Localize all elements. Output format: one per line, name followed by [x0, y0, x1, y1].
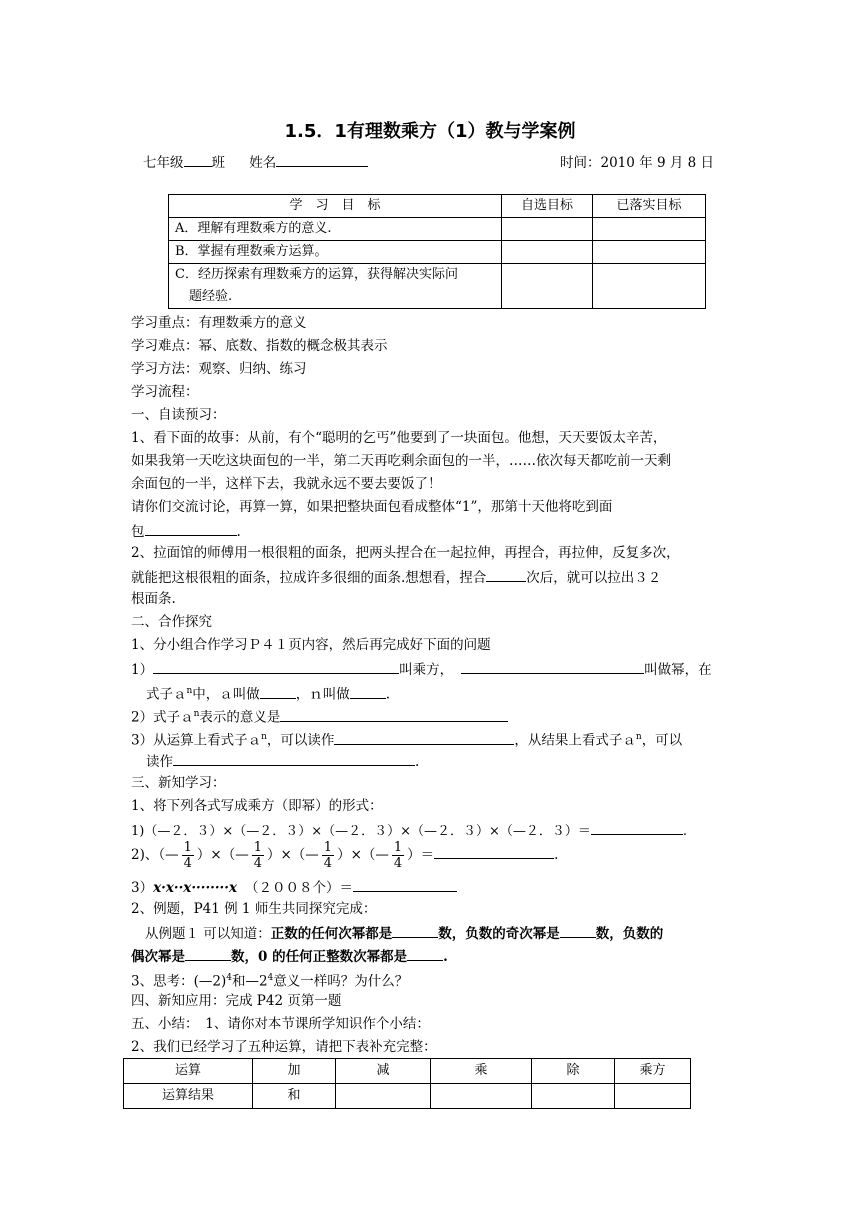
ops-result-multiply[interactable] [431, 1084, 532, 1109]
positive-power-blank[interactable] [392, 922, 438, 938]
name-blank[interactable] [276, 151, 368, 167]
ops-header-power: 乘方 [615, 1059, 691, 1084]
story-line-4: 请你们交流讨论，再算一算，如果把整块面包看成整体“1”，那第十天他将吃到面 [131, 499, 613, 515]
self-goal-header: 自选目标 [502, 195, 593, 218]
exercise-1-blank[interactable] [591, 819, 683, 835]
section-4-heading: 四、新知应用：完成 P42 页第一题 [131, 993, 342, 1009]
exercise-3-blank[interactable] [353, 876, 457, 892]
section-5-heading: 五、小结： 1、请你对本节课所学知识作个小结： [131, 1016, 430, 1032]
ops-result-add: 和 [253, 1084, 336, 1109]
equals-sign: ＝ [420, 847, 435, 863]
q3-exponent-n: n [261, 732, 267, 742]
times-sign: × [280, 847, 292, 863]
period: . [682, 824, 688, 839]
learning-process: 学习流程： [131, 384, 199, 400]
goal-c-line1: C．经历探索有理数乘方的运算，获得解决实际问 [175, 267, 458, 282]
section-2-intro: 1、分小组合作学习Ｐ４１页内容，然后再完成好下面的问题 [131, 637, 491, 653]
achieved-goal-header: 已落实目标 [593, 195, 706, 218]
exercise-3-count: （２００８个）＝ [245, 880, 353, 896]
operations-table [123, 1058, 691, 1109]
period: . [385, 686, 391, 703]
negative-even-text: 偶次幂是 [131, 949, 185, 965]
ops-result-subtract[interactable] [336, 1084, 431, 1109]
story-line-5 [131, 520, 241, 542]
section-2-heading: 二、合作探究 [131, 614, 212, 630]
noodle-line-2 [131, 566, 661, 588]
q1-expr-text: 式子ａ [146, 686, 187, 703]
goal-row-c [169, 264, 502, 309]
negative-even-blank[interactable] [185, 945, 231, 961]
q1-exponent-blank[interactable] [461, 658, 644, 674]
q2-text-b: 表示的意义是 [199, 709, 281, 726]
fraction-numerator: 1 [393, 840, 403, 855]
fraction-numerator: 1 [253, 840, 262, 855]
fraction-1-4 [392, 840, 404, 871]
exercise-2 [131, 838, 558, 872]
times-sign: × [350, 847, 362, 863]
fraction-numerator: 1 [183, 840, 192, 855]
grade-label: 七年级 [143, 155, 184, 171]
goal-c-self-cell[interactable] [502, 264, 593, 309]
question-2 [131, 704, 508, 728]
noodle-line-1: 2、拉面馆的师傅用一根很粗的面条，把两头捏合在一起拉伸，再捏合，再拉伸，反复多次， [131, 545, 680, 561]
noodle-answer-blank[interactable] [486, 566, 526, 582]
q3-text-d: ，可以 [641, 732, 683, 749]
ops-result-divide[interactable] [532, 1084, 615, 1109]
q2-exponent-n: n [193, 709, 200, 719]
noodle-text-b: 次后，就可以拉出３２ [526, 570, 662, 586]
period: . [554, 847, 559, 863]
zero-power-text: 数，0 的任何正整数次幂都是 [231, 949, 408, 965]
close-paren: ） [266, 847, 281, 863]
zero-power-blank[interactable] [407, 945, 443, 961]
name-label: 姓名 [249, 155, 277, 171]
ops-header-divide: 除 [532, 1059, 615, 1084]
question-3-line-1 [131, 727, 682, 751]
close-paren: ） [337, 847, 351, 863]
times-sign: × [210, 847, 222, 863]
example-heading: 2、例题，P41 例 1 师生共同探究完成： [131, 901, 377, 917]
question-1-line-1 [131, 658, 712, 680]
think-question [131, 968, 408, 992]
goal-row-a: A．理解有理数乘方的意义. [169, 218, 502, 241]
noodle-text-a: 就能把这根很粗的面条，拉成许多很细的面条.想想看，捏合 [131, 570, 487, 586]
date-text: 时间：2010 年 9 月 8 日 [560, 155, 714, 171]
fraction-1-4 [252, 840, 264, 871]
q2-text-a: 2）式子ａ [131, 709, 194, 726]
goal-c-line2: 题经验. [189, 289, 233, 304]
ops-header-multiply: 乘 [431, 1059, 532, 1084]
example-conclusion-line-2 [131, 945, 448, 967]
story-line-3: 余面包的一半，这样下去，我就永远不要去要饭了！ [131, 476, 442, 492]
exercise-3-expr: x·x··x········x [153, 880, 237, 896]
open-paren: （— [361, 847, 389, 863]
q1-n-blank[interactable] [350, 683, 386, 699]
ops-row-label: 运算结果 [124, 1084, 253, 1109]
goal-a-achieved-cell[interactable] [593, 218, 706, 241]
q1-text-a: 叫乘方， [399, 662, 454, 678]
header-grade-class [143, 151, 368, 171]
q1-text-b: 叫做幂，在 [644, 662, 712, 678]
negative-odd-blank[interactable] [560, 922, 596, 938]
goal-b-self-cell[interactable] [502, 241, 593, 264]
bread-answer-blank[interactable] [145, 520, 237, 536]
think-exponent-1: 4 [226, 973, 232, 983]
fraction-1-4 [322, 840, 334, 871]
fraction-denominator: 4 [183, 856, 192, 871]
exercise-2-label: 2)、 [131, 847, 159, 863]
learning-difficulty: 学习难点：幂、底数、指数的概念极其表示 [131, 338, 388, 354]
section-3-intro: 1、将下列各式写成乘方（即幂）的形式： [131, 798, 383, 814]
close-paren: ） [407, 847, 421, 863]
learning-method: 学习方法：观察、归纳、练习 [131, 361, 307, 377]
think-text-b: 和—2 [231, 973, 268, 990]
period: . [443, 949, 448, 965]
story-line-2: 如果我第一天吃这块面包的一半，第二天再吃剩余面包的一半，……依次每天都吃前一天剩 [131, 453, 671, 469]
section-1-heading: 一、自读预习： [131, 407, 226, 423]
think-text-a: 3、思考：(—2) [131, 973, 227, 990]
q1-number: 1） [131, 662, 154, 678]
period: . [415, 754, 420, 770]
fraction-denominator: 4 [253, 856, 262, 871]
section-3-heading: 三、新知学习： [131, 775, 226, 791]
think-exponent-2: 4 [267, 973, 274, 983]
example-intro: 从例题１ 可以知道： [145, 926, 271, 942]
positive-power-text: 正数的任何次幂都是 [270, 926, 393, 942]
q3-text-b: ，可以读作 [266, 732, 335, 749]
section-5-item-2: 2、我们已经学习了五种运算，请把下表补充完整： [131, 1039, 437, 1055]
open-paren: （— [158, 847, 179, 863]
q3-exponent-n-2: n [635, 732, 642, 742]
story-bread-text: 包 [131, 524, 145, 540]
goals-header: 学 习 目 标 [169, 195, 502, 218]
fraction-1-4 [182, 840, 194, 871]
q1-n-text: ，ｎ叫做 [295, 686, 350, 703]
question-1-line-2 [146, 681, 390, 705]
open-paren: （— [291, 847, 319, 863]
ops-header-add: 加 [253, 1059, 336, 1084]
open-paren: （— [221, 847, 249, 863]
period: . [236, 524, 241, 540]
q3-text-c: ，从结果上看式子ａ [514, 732, 636, 749]
goal-a-self-cell[interactable] [502, 218, 593, 241]
goal-row-b: B．掌握有理数乘方运算。 [169, 241, 502, 264]
exercise-2-blank[interactable] [434, 843, 554, 859]
negative-even-lead: 数，负数的 [595, 926, 664, 942]
exercise-3-label: 3） [131, 880, 154, 896]
q1-base-text: 中，ａ叫做 [192, 686, 260, 703]
noodle-line-3: 根面条. [131, 591, 176, 607]
class-label: 班 [211, 155, 225, 171]
ops-header-subtract: 减 [336, 1059, 431, 1084]
q3-read-text: 读作 [146, 754, 173, 770]
q2-meaning-blank[interactable] [280, 706, 508, 722]
q1-base-blank[interactable] [260, 683, 296, 699]
q3-text-a: 3）从运算上看式子ａ [131, 732, 262, 749]
think-text-c: 意义一样吗？为什么？ [273, 973, 409, 990]
learning-focus: 学习重点：有理数乘方的意义 [131, 315, 307, 331]
page-title: 1.5．1有理数乘方（1）教与学案例 [284, 121, 576, 142]
q1-power-blank[interactable] [153, 658, 399, 674]
fraction-denominator: 4 [323, 856, 333, 871]
fraction-denominator: 4 [393, 856, 403, 871]
exercise-1-expr: 1)（—２．３）×（—２．３）×（—２．３）×（—２．３）×（—２．３）＝ [131, 824, 591, 839]
goal-c-achieved-cell[interactable] [593, 264, 706, 309]
example-conclusion-line-1 [145, 922, 663, 944]
exercise-3 [131, 876, 457, 898]
class-blank[interactable] [184, 151, 212, 167]
goal-b-achieved-cell[interactable] [593, 241, 706, 264]
ops-result-power[interactable] [615, 1084, 691, 1109]
question-3-line-2 [146, 750, 419, 772]
fraction-numerator: 1 [323, 840, 333, 855]
negative-odd-text: 数，负数的奇次幂是 [438, 926, 560, 942]
goals-table [168, 194, 706, 309]
q3-read-blank-1[interactable] [334, 729, 514, 745]
close-paren: ） [196, 847, 211, 863]
q1-exponent-n: n [186, 686, 193, 696]
ops-header-operation: 运算 [124, 1059, 253, 1084]
story-line-1: 1、看下面的故事：从前，有个“聪明的乞丐”他要到了一块面包。他想，天天要饭太辛苦， [131, 430, 667, 446]
q3-read-blank-2[interactable] [173, 750, 415, 766]
